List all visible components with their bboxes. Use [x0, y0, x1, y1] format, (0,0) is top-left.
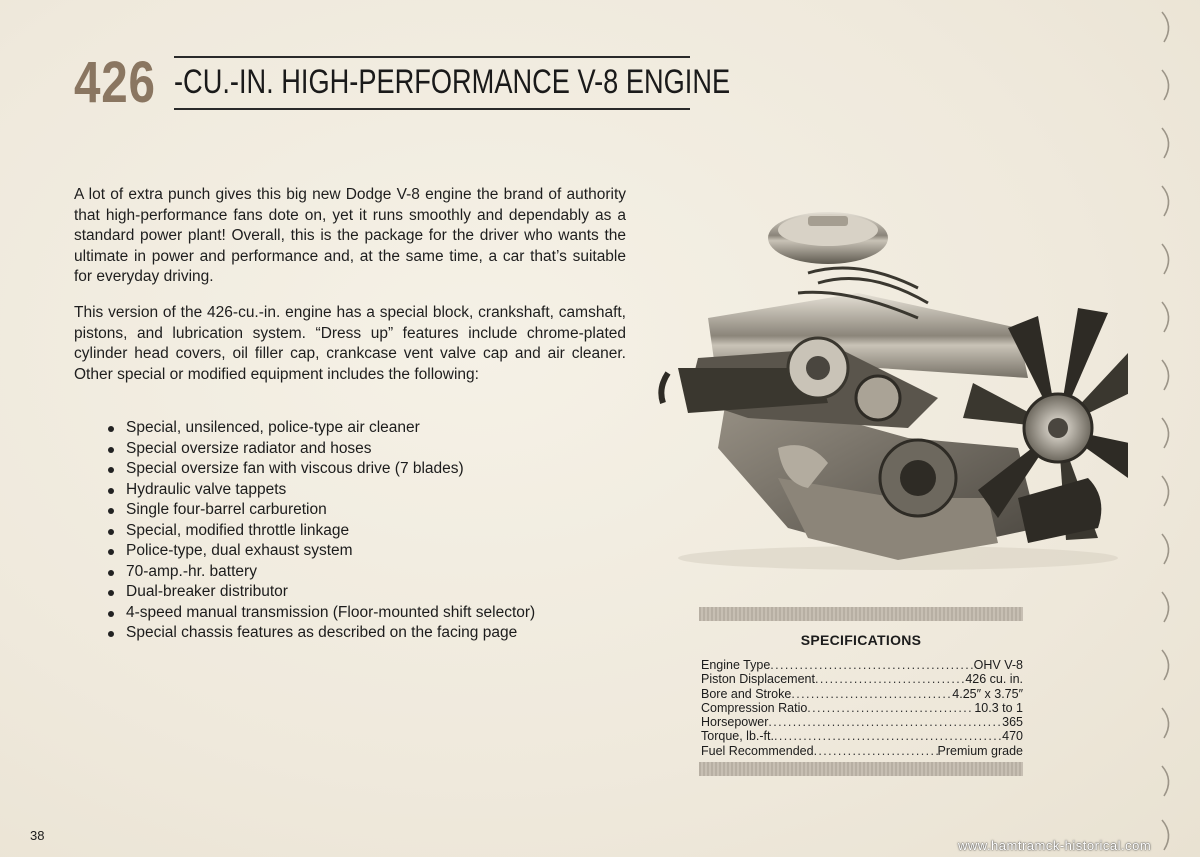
specifications-table: [701, 658, 1023, 758]
spec-label: Horsepower: [701, 715, 769, 730]
leader-dots: [815, 672, 965, 686]
binder-hole: [1162, 708, 1169, 738]
spec-value: 10.3 to 1: [974, 700, 1023, 715]
binder-hole: [1162, 592, 1169, 622]
feature-item: Police-type, dual exhaust system: [104, 541, 664, 562]
binder-hole: [1162, 360, 1169, 390]
engine-photo: [658, 198, 1128, 576]
leader-dots: [807, 701, 974, 715]
spec-row: [701, 701, 1023, 715]
feature-item: Hydraulic valve tappets: [104, 480, 664, 501]
spec-row: [701, 658, 1023, 672]
binder-hole: [1162, 12, 1169, 42]
binder-hole: [1162, 650, 1169, 680]
bullet-icon: [108, 570, 114, 576]
leader-dots: [768, 715, 1002, 729]
feature-item: Dual-breaker distributor: [104, 582, 664, 603]
bullet-icon: [108, 529, 114, 535]
title-text: -CU.-IN. HIGH-PERFORMANCE V-8 ENGINE: [174, 63, 731, 101]
feature-item: Special oversize radiator and hoses: [104, 439, 664, 460]
binder-hole: [1162, 70, 1169, 100]
binder-hole: [1162, 534, 1169, 564]
feature-item: Special chassis features as described on the facing page: [104, 623, 664, 644]
spec-label: Engine Type: [701, 658, 771, 672]
title-number: 426: [74, 50, 156, 115]
spec-row: [701, 744, 1023, 758]
spec-value: OHV V-8: [973, 658, 1023, 672]
bullet-icon: [108, 488, 114, 494]
spec-value: 426 cu. in.: [965, 672, 1023, 687]
spec-label: Torque, lb.-ft.: [701, 729, 774, 744]
details-paragraph: This version of the 426-cu.-in. engine has a special block, crankshaft, camshaft, pistons, and lubrication system. “Dress up” features include chrome-plated cylinder head covers, oil filler cap, crankcase vent valve cap and air cleaner. Other special or modified equipment includes the following:: [74, 304, 626, 383]
bullet-icon: [108, 447, 114, 453]
binder-hole: [1162, 766, 1169, 796]
spec-value: Premium grade: [937, 743, 1023, 758]
spec-label: Bore and Stroke: [701, 686, 792, 701]
spec-value: 365: [1002, 715, 1023, 730]
spec-label: Compression Ratio: [701, 700, 808, 715]
spec-label: Fuel Recommended: [701, 743, 814, 758]
title-rule-top: [174, 56, 690, 58]
feature-item: 70-amp.-hr. battery: [104, 562, 664, 583]
binder-hole: [1162, 476, 1169, 506]
watermark: www.hamtramck-historical.com: [958, 838, 1152, 853]
bullet-icon: [108, 590, 114, 596]
feature-item: Special oversize fan with viscous drive (7 blades): [104, 459, 664, 480]
spec-label: Piston Displacement: [701, 672, 815, 687]
spec-bar-bottom: [699, 762, 1023, 776]
bullet-icon: [108, 426, 114, 432]
feature-item: Special, unsilenced, police-type air cleaner: [104, 418, 664, 439]
bullet-icon: [108, 508, 114, 514]
spec-value: 4.25″ x 3.75″: [952, 686, 1023, 701]
page-number: 38: [30, 828, 45, 843]
bullet-icon: [108, 631, 114, 637]
feature-item: Single four-barrel carburetion: [104, 500, 664, 521]
spec-row: [701, 672, 1023, 686]
feature-item: Special, modified throttle linkage: [104, 521, 664, 542]
spec-value: 470: [1002, 729, 1023, 744]
feature-list: [104, 418, 664, 644]
binder-hole: [1162, 186, 1169, 216]
leader-dots: [770, 658, 973, 672]
intro-paragraph: A lot of extra punch gives this big new Dodge V-8 engine the brand of authority that high-performance fans dote on, yet it runs smoothly and dependably as a standard power plant! Overall, this is the package for the driver who wants the ultimate in power and performance and, at the same time, a car that’s suitable for everyday driving.: [74, 186, 626, 285]
leader-dots: [791, 687, 952, 701]
page-title: [74, 50, 731, 115]
spec-bar-top: [699, 607, 1023, 621]
bullet-icon: [108, 549, 114, 555]
binder-hole: [1162, 128, 1169, 158]
leader-dots: [774, 729, 1002, 743]
specifications-heading: SPECIFICATIONS: [800, 632, 922, 648]
binder-holes: [1148, 0, 1188, 857]
binder-hole: [1162, 302, 1169, 332]
spec-row: [701, 715, 1023, 729]
spec-row: [701, 729, 1023, 743]
feature-item: 4-speed manual transmission (Floor-mounted shift selector): [104, 603, 664, 624]
bullet-icon: [108, 611, 114, 617]
binder-hole: [1162, 244, 1169, 274]
leader-dots: [814, 744, 938, 758]
spec-row: [701, 687, 1023, 701]
bullet-icon: [108, 467, 114, 473]
binder-hole: [1162, 820, 1169, 850]
title-rule-bottom: [174, 108, 690, 110]
binder-hole: [1162, 418, 1169, 448]
